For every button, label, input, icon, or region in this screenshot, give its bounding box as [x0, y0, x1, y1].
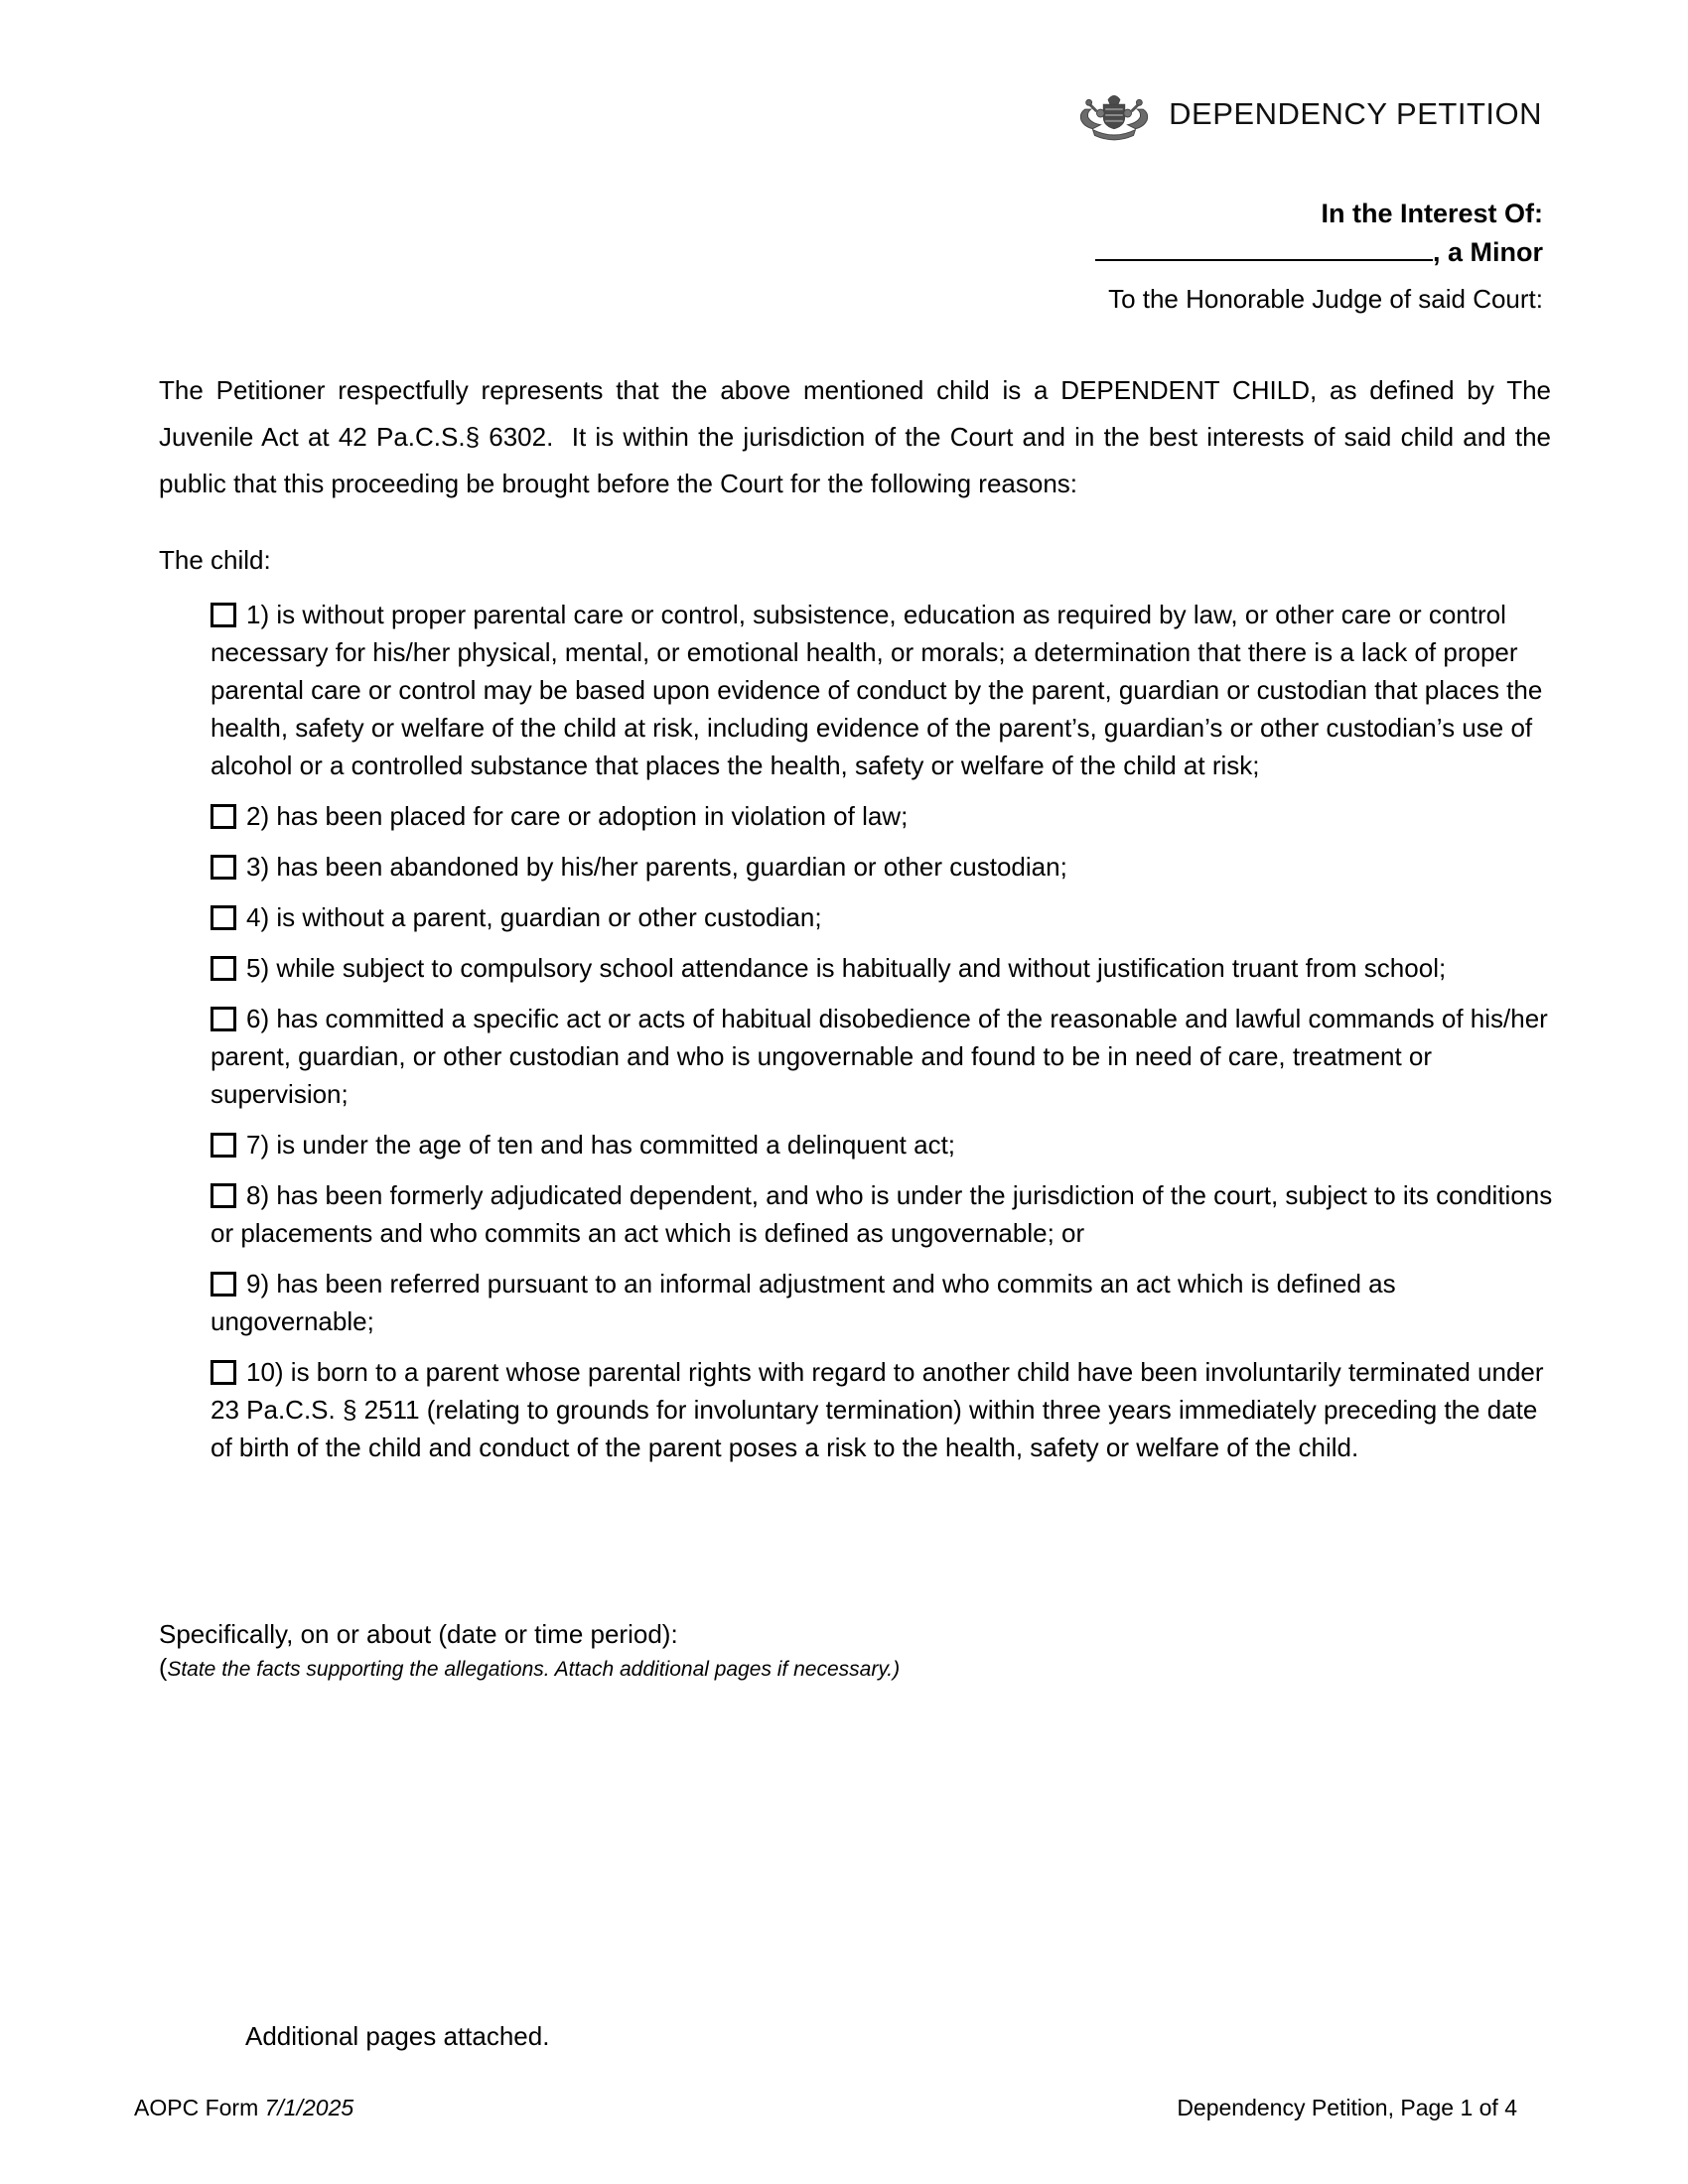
allegation-2-text: 2) has been placed for care or adoption in violation of law;: [246, 801, 909, 831]
allegation-5-checkbox[interactable]: [211, 956, 236, 981]
intro-paragraph: The Petitioner respectfully represents that the above mentioned child is a DEPENDENT CHILD, as defined by The Juvenile Act at 42 Pa.C.S.§ 6302. It is within the jurisdiction of the Court and in the best interests of said child and the public that this proceeding be brought before the Court for the following reasons:: [159, 375, 1551, 498]
allegation-item-1: [211, 596, 1553, 784]
allegation-9-checkbox[interactable]: [211, 1272, 236, 1297]
allegation-item-7: [211, 1126, 1553, 1163]
allegation-8-checkbox[interactable]: [211, 1183, 236, 1208]
allegation-6-text: 6) has committed a specific act or acts of habitual disobedience of the reasonable and lawful commands of his/her parent, guardian, or other custodian and who is ungovernable and found to be in need of care, treatment or supervision;: [211, 1004, 1548, 1109]
allegation-10-checkbox[interactable]: [211, 1360, 236, 1385]
allegation-item-2: [211, 797, 1553, 835]
allegation-3-checkbox[interactable]: [211, 855, 236, 880]
allegation-5-text: 5) while subject to compulsory school attendance is habitually and without justification truant from school;: [246, 953, 1447, 983]
minor-label: , a Minor: [1432, 237, 1543, 267]
child-intro-label: The child:: [159, 545, 271, 575]
allegation-7-text: 7) is under the age of ten and has committed a delinquent act;: [246, 1130, 956, 1160]
allegation-1-checkbox[interactable]: [211, 603, 236, 627]
caption-block: [1095, 195, 1543, 318]
allegation-item-9: [211, 1265, 1553, 1340]
allegation-4-checkbox[interactable]: [211, 905, 236, 930]
allegation-3-text: 3) has been abandoned by his/her parents, guardian or other custodian;: [246, 852, 1067, 882]
allegation-9-text: 9) has been referred pursuant to an informal adjustment and who commits an act which is defined as ungovernable;: [211, 1269, 1396, 1336]
allegation-10-text: 10) is born to a parent whose parental rights with regard to another child have been involuntarily terminated under 23 Pa.C.S. § 2511 (relating to grounds for involuntary termination) within three years immediately preceding the date of birth of the child and conduct of the parent poses a risk to the health, safety or welfare of the child.: [211, 1357, 1544, 1462]
allegation-item-3: [211, 848, 1553, 886]
instruction-open-paren: (: [159, 1654, 168, 1682]
allegation-6-checkbox[interactable]: [211, 1007, 236, 1031]
specifics-prompt: Specifically, on or about (date or time period):: [159, 1619, 678, 1649]
footer-form-version: 7/1/2025: [264, 2095, 354, 2120]
allegation-7-checkbox[interactable]: [211, 1133, 236, 1158]
allegation-item-10: [211, 1353, 1553, 1466]
allegation-1-text: 1) is without proper parental care or control, subsistence, education as required by law, or other care or control necessary for his/her physical, mental, or emotional health, or morals; a determination that there is a lack of proper parental care or control may be based upon evidence of conduct by the parent, guardian or custodian that places the health, safety or welfare of the child at risk, including evidence of the parent’s, guardian’s or other custodian’s use of alcohol or a controlled substance that places the health, safety or welfare of the child at risk;: [211, 600, 1543, 780]
specifics-instruction: [159, 1651, 900, 1687]
allegation-item-6: [211, 1000, 1553, 1113]
caption-heading: In the Interest Of:: [1321, 199, 1543, 228]
minor-line: [1095, 232, 1543, 271]
salutation: To the Honorable Judge of said Court:: [1108, 284, 1543, 314]
instruction-text: State the facts supporting the allegations. Attach additional pages if necessary.): [167, 1658, 901, 1681]
footer-form-id-label: AOPC Form: [134, 2095, 259, 2120]
minor-name-blank-field[interactable]: [1095, 232, 1433, 261]
allegation-item-4: [211, 898, 1553, 936]
allegation-4-text: 4) is without a parent, guardian or other custodian;: [246, 902, 822, 932]
pennsylvania-coat-of-arms-icon: [1075, 89, 1153, 141]
form-title: DEPENDENCY PETITION: [1169, 96, 1542, 131]
allegation-item-8: [211, 1176, 1553, 1252]
allegation-item-5: [211, 949, 1553, 987]
specifics-section: [159, 1617, 900, 1687]
allegations-list: [211, 596, 1553, 1479]
additional-pages-label: Additional pages attached.: [245, 2021, 550, 2051]
footer-page-number: Dependency Petition, Page 1 of 4: [1177, 2095, 1517, 2120]
allegation-8-text: 8) has been formerly adjudicated dependent, and who is under the jurisdiction of the court, subject to its conditions or placements and who commits an act which is defined as ungovernable; or: [211, 1180, 1553, 1248]
footer-form-id: [134, 2095, 353, 2121]
allegation-2-checkbox[interactable]: [211, 804, 236, 829]
